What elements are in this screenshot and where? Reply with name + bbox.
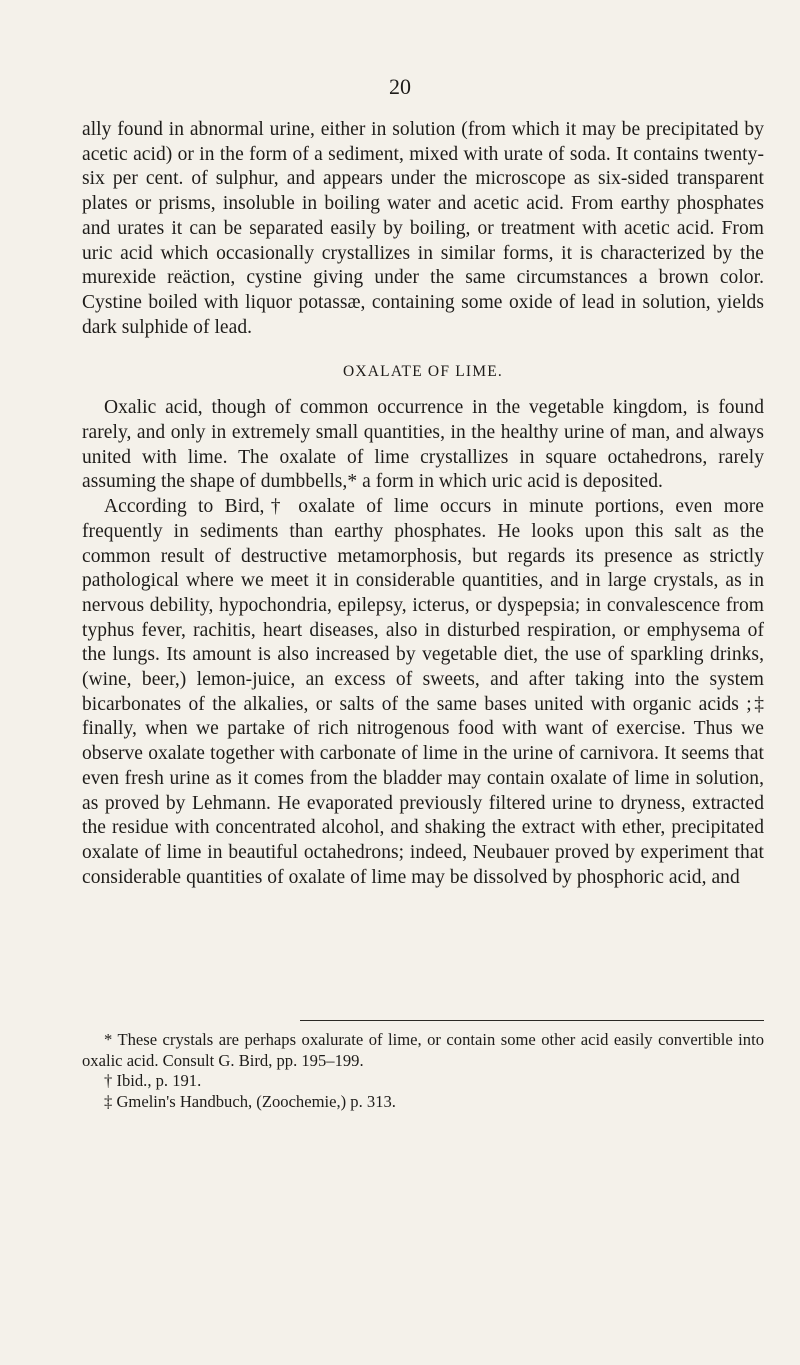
body-text (82, 118, 764, 890)
footnote-divider (300, 1020, 764, 1021)
paragraph-according-to-bird: According to Bird,† oxalate of lime occurs in minute portions, even more frequently in sediments than earthy phosphates. He looks upon this salt as the common result of destructive metamorphosis, but regards its presence as strictly pathological where we meet it in considerable quantities, and in large crystals, as in nervous debility, hypochondria, epilepsy, icterus, or dyspepsia; in convalescence from typhus fever, rachitis, heart diseases, also in disturbed respiration, or emphysema of the lungs. Its amount is also increased by vegetable diet, the use of sparkling drinks, (wine, beer,) lemon-juice, an excess of sweets, and after taking into the system bicarbonates of the alkalies, or salts of the same bases united with organic acids ;‡ finally, when we partake of rich nitrogenous food with want of exercise. Thus we observe oxalate together with carbonate of lime in the urine of carnivora. It seems that even fresh urine as it comes from the bladder may contain oxalate of lime in solution, as proved by Lehmann. He evaporated previously filtered urine to dryness, extracted the residue with concentrated alcohol, and shaking the extract with ether, precipitated oxalate of lime in beautiful octahedrons; indeed, Neubauer proved by experiment that considerable quantities of oxalate of lime may be dissolved by phosphoric acid, and (82, 496, 764, 888)
footnotes (82, 1030, 764, 1112)
paragraph-cystine-continued: ally found in abnormal urine, either in solution (from which it may be precipitated by acetic acid) or in the form of a sediment, mixed with urate of soda. It contains twenty-six per cent. of sulphur, and appears under the microscope as six-sided transparent plates or prisms, insoluble in boiling water and acetic acid. From earthy phosphates and urates it can be separated easily by boiling, or treatment with acetic acid. From uric acid which occasionally crystallizes in similar forms, it is characterized by the murexide reäction, cystine giving under the same circumstances a brown color. Cystine boiled with liquor potassæ, containing some oxide of lead in solution, yields dark sulphide of lead. (82, 119, 764, 338)
footnote-asterisk: * These crystals are perhaps oxalurate of lime, or contain some other acid easily convertible into oxalic acid. Consult G. Bird, pp. 195–199. (82, 1030, 764, 1070)
section-heading-oxalate-of-lime: OXALATE OF LIME. (343, 363, 503, 381)
paragraph-oxalic-acid: Oxalic acid, though of common occurrence in the vegetable kingdom, is found rarely, and only in extremely small quantities, in the healthy urine of man, and always united with lime. The oxalate of lime crystallizes in square octahedrons, rarely assuming the shape of dumbbells,* a form in which uric acid is deposited. (82, 397, 764, 493)
footnote-dagger: † Ibid., p. 191. (104, 1071, 202, 1090)
page-number: 20 (389, 74, 411, 99)
footnote-double-dagger: ‡ Gmelin's Handbuch, (Zoochemie,) p. 313. (104, 1091, 396, 1111)
